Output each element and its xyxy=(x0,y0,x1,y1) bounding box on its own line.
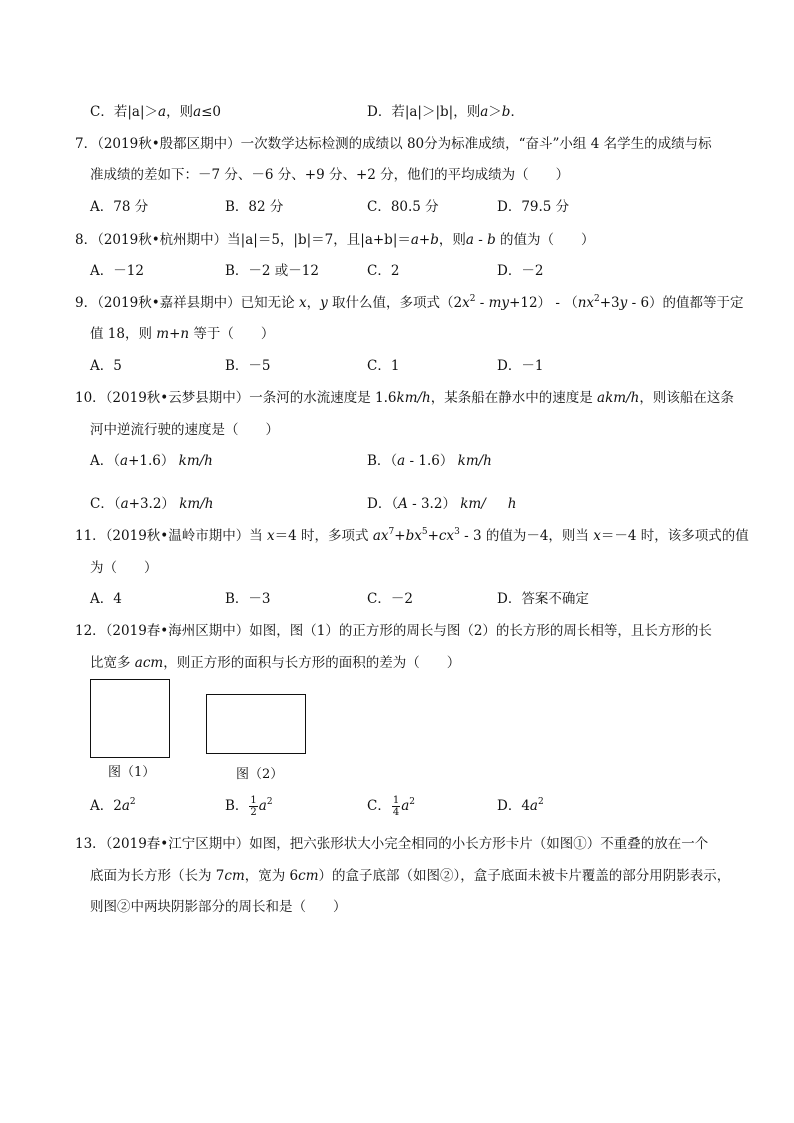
q7-option-d: D．79.5 分 xyxy=(497,199,570,215)
q11-option-b: B．－3 xyxy=(225,591,271,607)
q9-option-b: B．－5 xyxy=(225,358,271,374)
q7-option-c: C．80.5 分 xyxy=(367,199,439,215)
q13-stem-line3: 则图②中两块阴影部分的周长和是（ ） xyxy=(90,899,347,915)
q7-stem-line2: 准成绩的差如下：－7 分、－6 分、+9 分、+2 分，他们的平均成绩为（ ） xyxy=(90,167,570,183)
q10-option-d: D．（A - 3.2） km/ h xyxy=(367,496,517,512)
q10-stem-line2: 河中逆流行驶的速度是（ ） xyxy=(90,422,279,438)
q9-option-c: C．1 xyxy=(367,358,400,374)
q7-option-a: A．78 分 xyxy=(90,199,149,215)
q8-option-c: C．2 xyxy=(367,263,400,279)
figure-1-caption: 图（1） xyxy=(108,765,156,780)
q10-option-a: A．（a+1.6） km/h xyxy=(90,453,213,469)
q7-option-b: B．82 分 xyxy=(225,199,284,215)
q13-stem-line1: 13．（2019春•江宁区期中）如图，把六张形状大小完全相同的小长方形卡片（如图①）不重叠的放在一个 xyxy=(75,836,709,852)
q8-option-b: B．－2 或－12 xyxy=(225,263,319,279)
q8-option-d: D．－2 xyxy=(497,263,544,279)
figure-2-caption: 图（2） xyxy=(236,767,284,782)
q6-option-d: D．若|a|＞|b|，则a＞b． xyxy=(367,104,524,120)
q9-stem-line2: 值 18，则 m+n 等于（ ） xyxy=(90,326,275,342)
q11-option-a: A．4 xyxy=(90,591,122,607)
q6-option-c: C．若|a|＞a，则a≤0 xyxy=(90,104,222,120)
q9-stem-line1: 9．（2019秋•嘉祥县期中）已知无论 x，y 取什么值，多项式$(2x^2 - my+12) - (nx^2+3y - 6)$的值都等于定 xyxy=(75,294,744,311)
q11-option-d: D．答案不确定 xyxy=(497,591,589,607)
q7-stem-line1: 7．（2019秋•殷都区期中）一次数学达标检测的成绩以 80分为标准成绩，“奋斗”小组 4 名学生的成绩与标 xyxy=(75,136,712,152)
q8-option-a: A．－12 xyxy=(90,263,144,279)
square-figure xyxy=(90,679,170,758)
q12-option-d: D．$4a^2$ xyxy=(497,797,544,814)
rectangle-figure xyxy=(206,694,306,754)
q13-stem-line2: 底面为长方形（长为 7cm，宽为 6cm）的盒子底部（如图②），盒子底面未被卡片覆盖的部分用阴影表示， xyxy=(90,868,731,884)
q9-option-a: A．5 xyxy=(90,358,122,374)
q12-option-c: C． $\frac{1}{4}$ $a^2$ xyxy=(367,795,416,818)
q10-option-b: B．（a - 1.6） km/h xyxy=(367,453,492,469)
q11-stem-line2: 为（ ） xyxy=(90,560,158,576)
q11-option-c: C．－2 xyxy=(367,591,413,607)
q10-stem-line1: 10．（2019秋•云梦县期中）一条河的水流速度是 1.6km/h，某条船在静水中的速度是 akm/h，则该船在这条 xyxy=(75,390,734,406)
fraction-one-quarter: $\frac{1}{4}$ xyxy=(392,795,400,818)
q12-stem-line2: 比宽多 acm，则正方形的面积与长方形的面积的差为（ ） xyxy=(90,655,461,671)
q11-stem-line1: 11．（2019秋•温岭市期中）当 x＝4 时，多项式 $ax^7+bx^5+cx^3 - 3$ 的值为－4，则当 x＝－4 时，该多项式的值 xyxy=(75,527,749,544)
q12-option-b: B． $\frac{1}{2}$ $a^2$ xyxy=(225,795,273,818)
fraction-one-half: $\frac{1}{2}$ xyxy=(250,795,257,818)
q8-stem: 8．（2019秋•杭州期中）当|a|＝5，|b|＝7，且|a+b|＝a+b，则a - b 的值为（ ） xyxy=(75,232,595,248)
q9-option-d: D．－1 xyxy=(497,358,544,374)
q12-stem-line1: 12．（2019春•海州区期中）如图，图（1）的正方形的周长与图（2）的长方形的周长相等，且长方形的长 xyxy=(75,623,712,639)
q10-option-c: C．（a+3.2） km/h xyxy=(90,496,214,512)
q12-option-a: A．$2a^2$ xyxy=(90,797,136,814)
